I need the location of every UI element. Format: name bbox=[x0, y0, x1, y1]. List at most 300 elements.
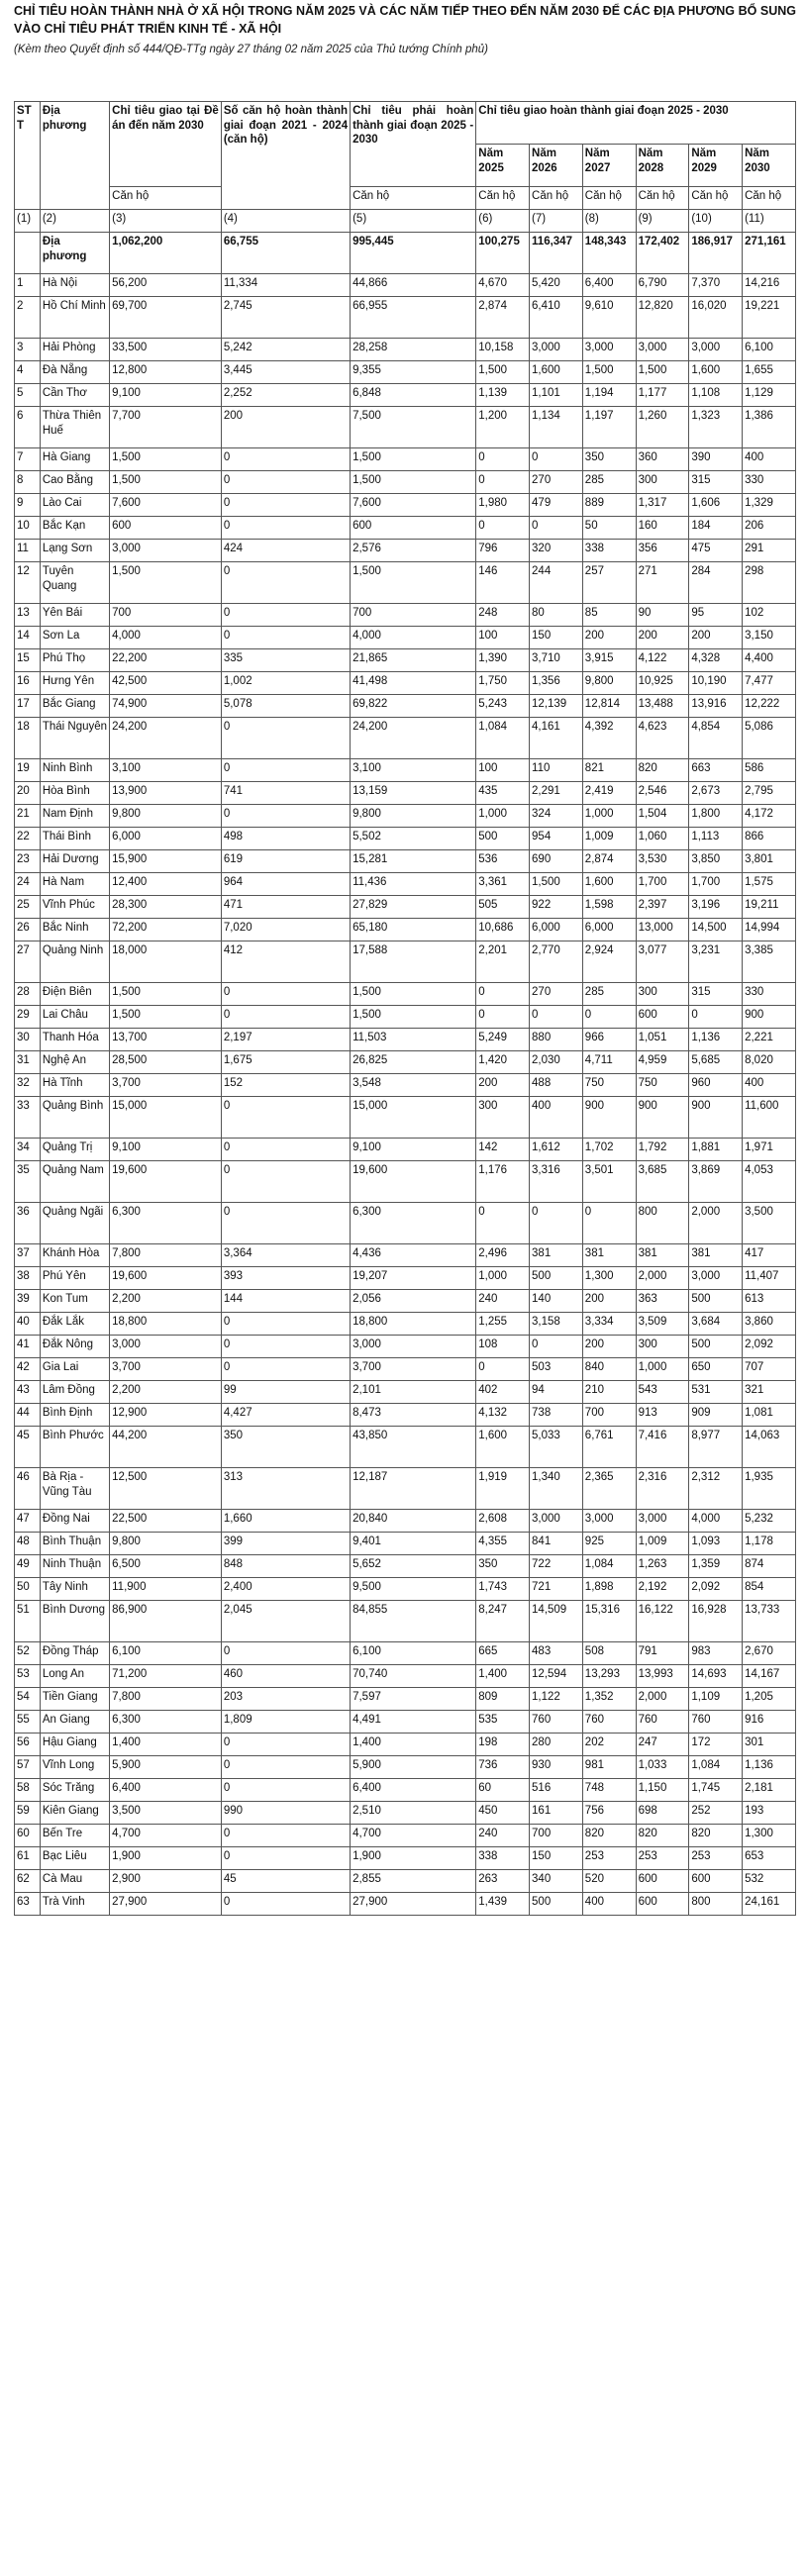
table-cell: 1,500 bbox=[636, 361, 689, 384]
table-cell: 12,400 bbox=[110, 873, 222, 896]
table-cell: 25 bbox=[15, 896, 41, 919]
table-cell: Đắk Lắk bbox=[40, 1313, 109, 1336]
table-cell: Bình Phước bbox=[40, 1427, 109, 1468]
table-cell: 27 bbox=[15, 941, 41, 983]
table-cell: 40 bbox=[15, 1313, 41, 1336]
table-cell: 56 bbox=[15, 1734, 41, 1756]
table-cell: 2,092 bbox=[689, 1578, 743, 1601]
table-cell: 200 bbox=[476, 1074, 530, 1097]
table-cell: 13 bbox=[15, 604, 41, 627]
table-cell: 760 bbox=[530, 1711, 583, 1734]
table-row bbox=[15, 517, 796, 540]
table-cell: 1,002 bbox=[221, 672, 350, 695]
table-unit-row bbox=[15, 187, 796, 210]
table-cell: 350 bbox=[476, 1555, 530, 1578]
table-cell: Vĩnh Phúc bbox=[40, 896, 109, 919]
table-cell: 44,866 bbox=[351, 274, 476, 297]
table-cell: 8 bbox=[15, 471, 41, 494]
table-cell: 16,020 bbox=[689, 297, 743, 339]
table-cell: 60 bbox=[15, 1825, 41, 1847]
table-cell: Thái Nguyên bbox=[40, 718, 109, 759]
table-cell: 690 bbox=[530, 850, 583, 873]
table-cell: 363 bbox=[636, 1290, 689, 1313]
table-cell: 1,600 bbox=[689, 361, 743, 384]
table-cell: 60 bbox=[476, 1779, 530, 1802]
table-cell: (10) bbox=[689, 210, 743, 233]
table-cell: 13,916 bbox=[689, 695, 743, 718]
unit-cell: Căn hộ bbox=[351, 187, 476, 210]
table-cell: 12,820 bbox=[636, 297, 689, 339]
table-row bbox=[15, 1074, 796, 1097]
table-cell: 1,260 bbox=[636, 407, 689, 448]
table-cell: 7,477 bbox=[743, 672, 796, 695]
table-cell: 48 bbox=[15, 1533, 41, 1555]
table-cell: 2,673 bbox=[689, 782, 743, 805]
table-cell: 15 bbox=[15, 649, 41, 672]
table-cell: 2,496 bbox=[476, 1244, 530, 1267]
table-cell: Lào Cai bbox=[40, 494, 109, 517]
table-row bbox=[15, 1381, 796, 1404]
table-cell: 338 bbox=[476, 1847, 530, 1870]
table-cell: 500 bbox=[689, 1336, 743, 1358]
table-cell: 3,077 bbox=[636, 941, 689, 983]
table-cell: 4,959 bbox=[636, 1051, 689, 1074]
table-cell: 2,181 bbox=[743, 1779, 796, 1802]
table-cell: 3,509 bbox=[636, 1313, 689, 1336]
table-cell: Đắk Nông bbox=[40, 1336, 109, 1358]
table-cell: 6,761 bbox=[582, 1427, 636, 1468]
table-cell: 1,139 bbox=[476, 384, 530, 407]
table-cell: 285 bbox=[582, 471, 636, 494]
table-row bbox=[15, 850, 796, 873]
table-cell: Tiền Giang bbox=[40, 1688, 109, 1711]
table-cell: Quảng Bình bbox=[40, 1097, 109, 1139]
table-cell: 19,207 bbox=[351, 1267, 476, 1290]
table-cell: 1,439 bbox=[476, 1893, 530, 1916]
table-cell: 15,316 bbox=[582, 1601, 636, 1642]
table-cell: 12,800 bbox=[110, 361, 222, 384]
table-cell: 198 bbox=[476, 1734, 530, 1756]
table-cell: 301 bbox=[743, 1734, 796, 1756]
table-cell: 0 bbox=[221, 1139, 350, 1161]
table-cell: 3,500 bbox=[743, 1203, 796, 1244]
header-stt: STT bbox=[15, 102, 41, 210]
table-cell: 3,000 bbox=[636, 339, 689, 361]
table-cell: 3,500 bbox=[110, 1802, 222, 1825]
table-cell: 12,814 bbox=[582, 695, 636, 718]
total-row bbox=[15, 233, 796, 274]
table-cell: 1,400 bbox=[351, 1734, 476, 1756]
table-cell: Bình Thuận bbox=[40, 1533, 109, 1555]
table-cell: 100 bbox=[476, 627, 530, 649]
table-cell: 3,334 bbox=[582, 1313, 636, 1336]
table-cell: 600 bbox=[636, 1893, 689, 1916]
table-cell: 1,898 bbox=[582, 1578, 636, 1601]
table-cell: 150 bbox=[530, 627, 583, 649]
table-cell: 4,427 bbox=[221, 1404, 350, 1427]
table-cell: 253 bbox=[636, 1847, 689, 1870]
table-cell: 41 bbox=[15, 1336, 41, 1358]
header-target-needed: Chỉ tiêu phải hoàn thành giai đoạn 2025 - 2030 bbox=[351, 102, 476, 187]
table-cell: 2,221 bbox=[743, 1029, 796, 1051]
table-cell: 2,000 bbox=[689, 1203, 743, 1244]
table-cell: 152 bbox=[221, 1074, 350, 1097]
header-year: Năm 2028 bbox=[636, 145, 689, 187]
table-cell: 1,051 bbox=[636, 1029, 689, 1051]
table-cell: 600 bbox=[351, 517, 476, 540]
table-cell: 698 bbox=[636, 1802, 689, 1825]
table-row bbox=[15, 1006, 796, 1029]
table-cell: 0 bbox=[221, 1642, 350, 1665]
table-cell: 3,000 bbox=[636, 1510, 689, 1533]
table-cell: 424 bbox=[221, 540, 350, 562]
table-cell: 0 bbox=[221, 1161, 350, 1203]
table-cell: 34 bbox=[15, 1139, 41, 1161]
table-cell: 43,850 bbox=[351, 1427, 476, 1468]
table-cell: 500 bbox=[530, 1893, 583, 1916]
table-cell: Thái Bình bbox=[40, 828, 109, 850]
table-cell: 8,020 bbox=[743, 1051, 796, 1074]
table-cell: Hà Nội bbox=[40, 274, 109, 297]
table-cell: 5,420 bbox=[530, 274, 583, 297]
table-cell: 4,161 bbox=[530, 718, 583, 759]
table-cell: 0 bbox=[221, 1203, 350, 1244]
table-cell: 146 bbox=[476, 562, 530, 604]
table-cell: 244 bbox=[530, 562, 583, 604]
table-cell: 3,530 bbox=[636, 850, 689, 873]
table-cell: 9 bbox=[15, 494, 41, 517]
table-cell: 6 bbox=[15, 407, 41, 448]
table-cell: 6,500 bbox=[110, 1555, 222, 1578]
unit-cell: Căn hộ bbox=[582, 187, 636, 210]
table-row bbox=[15, 1139, 796, 1161]
table-cell: 0 bbox=[530, 517, 583, 540]
table-cell: 6,400 bbox=[582, 274, 636, 297]
table-cell: 14,509 bbox=[530, 1601, 583, 1642]
table-cell: 1,113 bbox=[689, 828, 743, 850]
table-cell: 1,500 bbox=[351, 448, 476, 471]
table-cell: 69,822 bbox=[351, 695, 476, 718]
table-cell: 36 bbox=[15, 1203, 41, 1244]
table-cell: 2,045 bbox=[221, 1601, 350, 1642]
table-cell: 909 bbox=[689, 1404, 743, 1427]
table-cell: 66,755 bbox=[221, 233, 350, 274]
table-cell: 821 bbox=[582, 759, 636, 782]
table-cell: 880 bbox=[530, 1029, 583, 1051]
table-cell: 14 bbox=[15, 627, 41, 649]
table-cell: (11) bbox=[743, 210, 796, 233]
table-cell: 536 bbox=[476, 850, 530, 873]
table-cell: 27,829 bbox=[351, 896, 476, 919]
table-cell: 1,900 bbox=[351, 1847, 476, 1870]
table-cell: 663 bbox=[689, 759, 743, 782]
table-cell: 200 bbox=[582, 627, 636, 649]
table-row bbox=[15, 828, 796, 850]
table-cell: Thừa Thiên Huế bbox=[40, 407, 109, 448]
table-cell: Tây Ninh bbox=[40, 1578, 109, 1601]
table-cell: Bình Dương bbox=[40, 1601, 109, 1642]
table-cell: 200 bbox=[582, 1336, 636, 1358]
table-cell: 2,092 bbox=[743, 1336, 796, 1358]
table-cell: 417 bbox=[743, 1244, 796, 1267]
table-cell: 4,670 bbox=[476, 274, 530, 297]
table-cell: 5 bbox=[15, 384, 41, 407]
table-cell: Điện Biên bbox=[40, 983, 109, 1006]
table-cell: 2,316 bbox=[636, 1468, 689, 1510]
header-assigned-group: Chỉ tiêu giao hoàn thành giai đoạn 2025 - 2030 bbox=[476, 102, 796, 145]
table-cell: 1,900 bbox=[110, 1847, 222, 1870]
table-cell: 10,190 bbox=[689, 672, 743, 695]
table-cell: 43 bbox=[15, 1381, 41, 1404]
table-cell: 1,009 bbox=[582, 828, 636, 850]
table-cell: 400 bbox=[743, 448, 796, 471]
table-cell: 85 bbox=[582, 604, 636, 627]
table-cell: Bạc Liêu bbox=[40, 1847, 109, 1870]
table-cell: 3,316 bbox=[530, 1161, 583, 1203]
table-cell: 335 bbox=[221, 649, 350, 672]
table-cell: 1,122 bbox=[530, 1688, 583, 1711]
table-cell: 253 bbox=[582, 1847, 636, 1870]
table-cell: 700 bbox=[530, 1825, 583, 1847]
table-cell: 1,263 bbox=[636, 1555, 689, 1578]
table-cell: 350 bbox=[582, 448, 636, 471]
unit-cell: Căn hộ bbox=[636, 187, 689, 210]
table-cell: 796 bbox=[476, 540, 530, 562]
table-cell: 338 bbox=[582, 540, 636, 562]
table-cell: 0 bbox=[221, 1097, 350, 1139]
table-cell: 13,993 bbox=[636, 1665, 689, 1688]
table-cell: 161 bbox=[530, 1802, 583, 1825]
table-cell: 33 bbox=[15, 1097, 41, 1139]
table-cell: 9,100 bbox=[351, 1139, 476, 1161]
table-cell: 2,855 bbox=[351, 1870, 476, 1893]
table-cell: 3,685 bbox=[636, 1161, 689, 1203]
table-cell: Gia Lai bbox=[40, 1358, 109, 1381]
table-cell: 1,500 bbox=[351, 983, 476, 1006]
table-cell: 0 bbox=[689, 1006, 743, 1029]
table-cell: 13,900 bbox=[110, 782, 222, 805]
table-cell: 2,312 bbox=[689, 1468, 743, 1510]
table-cell: 400 bbox=[582, 1893, 636, 1916]
table-cell: 20 bbox=[15, 782, 41, 805]
table-cell: 22 bbox=[15, 828, 41, 850]
table-cell: 14,994 bbox=[743, 919, 796, 941]
table-row bbox=[15, 1358, 796, 1381]
table-cell: 400 bbox=[530, 1097, 583, 1139]
table-cell: 71,200 bbox=[110, 1665, 222, 1688]
table-cell: 1 bbox=[15, 274, 41, 297]
table-cell: Quảng Nam bbox=[40, 1161, 109, 1203]
table-cell: 6,300 bbox=[110, 1203, 222, 1244]
table-cell: 1,129 bbox=[743, 384, 796, 407]
table-cell: 26 bbox=[15, 919, 41, 941]
header-completed: Số căn hộ hoàn thành giai đoạn 2021 - 2024 (căn hộ) bbox=[221, 102, 350, 210]
table-cell: 12,500 bbox=[110, 1468, 222, 1510]
table-cell: 0 bbox=[221, 471, 350, 494]
table-row bbox=[15, 718, 796, 759]
table-cell: 19,211 bbox=[743, 896, 796, 919]
table-cell: 50 bbox=[15, 1578, 41, 1601]
table-cell: 1,500 bbox=[351, 471, 476, 494]
table-cell: 7 bbox=[15, 448, 41, 471]
table-cell: Lạng Sơn bbox=[40, 540, 109, 562]
table-row bbox=[15, 1734, 796, 1756]
table-row bbox=[15, 672, 796, 695]
table-cell: 47 bbox=[15, 1510, 41, 1533]
table-cell: 69,700 bbox=[110, 297, 222, 339]
table-cell: 5,502 bbox=[351, 828, 476, 850]
table-cell: 503 bbox=[530, 1358, 583, 1381]
table-cell: 0 bbox=[221, 1893, 350, 1916]
table-cell: Đồng Tháp bbox=[40, 1642, 109, 1665]
table-cell: 10,925 bbox=[636, 672, 689, 695]
table-cell: Ninh Thuận bbox=[40, 1555, 109, 1578]
table-cell: 1,504 bbox=[636, 805, 689, 828]
table-cell: 1,500 bbox=[110, 448, 222, 471]
table-cell: 7,600 bbox=[110, 494, 222, 517]
table-row bbox=[15, 1870, 796, 1893]
table-cell: 1,101 bbox=[530, 384, 583, 407]
table-cell: 2,200 bbox=[110, 1290, 222, 1313]
table-cell: 5,033 bbox=[530, 1427, 583, 1468]
table-cell: 653 bbox=[743, 1847, 796, 1870]
table-cell: 8,473 bbox=[351, 1404, 476, 1427]
table-cell: 2,576 bbox=[351, 540, 476, 562]
table-cell: 10 bbox=[15, 517, 41, 540]
table-cell: 14,216 bbox=[743, 274, 796, 297]
table-cell: 20,840 bbox=[351, 1510, 476, 1533]
table-cell: 5,900 bbox=[110, 1756, 222, 1779]
table-cell: 340 bbox=[530, 1870, 583, 1893]
table-cell: Trà Vinh bbox=[40, 1893, 109, 1916]
table-cell: 3,000 bbox=[110, 1336, 222, 1358]
table-cell: 508 bbox=[582, 1642, 636, 1665]
table-cell: 3,150 bbox=[743, 627, 796, 649]
table-cell: 12,594 bbox=[530, 1665, 583, 1688]
table-cell: Cần Thơ bbox=[40, 384, 109, 407]
table-cell: 600 bbox=[636, 1870, 689, 1893]
table-cell: Hòa Bình bbox=[40, 782, 109, 805]
table-cell: 6,790 bbox=[636, 274, 689, 297]
unit-cell: Căn hộ bbox=[689, 187, 743, 210]
table-cell: 4,700 bbox=[110, 1825, 222, 1847]
table-cell: Nam Định bbox=[40, 805, 109, 828]
table-cell: 721 bbox=[530, 1578, 583, 1601]
table-cell: 23 bbox=[15, 850, 41, 873]
table-cell: 0 bbox=[221, 1847, 350, 1870]
table-cell: 0 bbox=[221, 494, 350, 517]
table-cell: 1,033 bbox=[636, 1756, 689, 1779]
table-cell: 964 bbox=[221, 873, 350, 896]
table-cell: Phú Thọ bbox=[40, 649, 109, 672]
table-cell: 471 bbox=[221, 896, 350, 919]
table-cell: 4,700 bbox=[351, 1825, 476, 1847]
table-cell: 6,000 bbox=[582, 919, 636, 941]
table-cell: 2,874 bbox=[582, 850, 636, 873]
table-cell: 144 bbox=[221, 1290, 350, 1313]
table-cell: 498 bbox=[221, 828, 350, 850]
table-cell: 1,500 bbox=[351, 562, 476, 604]
table-row bbox=[15, 1510, 796, 1533]
table-cell: 381 bbox=[689, 1244, 743, 1267]
table-cell: 488 bbox=[530, 1074, 583, 1097]
table-cell: 3,100 bbox=[351, 759, 476, 782]
table-cell: 531 bbox=[689, 1381, 743, 1404]
table-cell: 1,500 bbox=[110, 471, 222, 494]
table-cell: 3,158 bbox=[530, 1313, 583, 1336]
table-cell: 19,221 bbox=[743, 297, 796, 339]
table-cell: 809 bbox=[476, 1688, 530, 1711]
table-cell: 46 bbox=[15, 1468, 41, 1510]
table-cell: 613 bbox=[743, 1290, 796, 1313]
table-cell: 4,436 bbox=[351, 1244, 476, 1267]
table-cell: 44 bbox=[15, 1404, 41, 1427]
table-cell: 0 bbox=[530, 1203, 583, 1244]
table-cell: 84,855 bbox=[351, 1601, 476, 1642]
table-cell: 186,917 bbox=[689, 233, 743, 274]
table-cell: 400 bbox=[743, 1074, 796, 1097]
table-cell: 2,397 bbox=[636, 896, 689, 919]
table-row bbox=[15, 1756, 796, 1779]
table-cell: 2,030 bbox=[530, 1051, 583, 1074]
table-cell: 0 bbox=[221, 1336, 350, 1358]
table-cell: 18,000 bbox=[110, 941, 222, 983]
table-cell: 0 bbox=[221, 1756, 350, 1779]
table-cell: 0 bbox=[221, 604, 350, 627]
table-cell: 1,323 bbox=[689, 407, 743, 448]
table-cell: 18,800 bbox=[351, 1313, 476, 1336]
table-cell: 800 bbox=[689, 1893, 743, 1916]
table-cell: 0 bbox=[221, 1006, 350, 1029]
table-cell: 707 bbox=[743, 1358, 796, 1381]
table-row bbox=[15, 1578, 796, 1601]
table-cell: 5,243 bbox=[476, 695, 530, 718]
table-cell: Hải Phòng bbox=[40, 339, 109, 361]
table-cell: 50 bbox=[582, 517, 636, 540]
table-cell: Hải Dương bbox=[40, 850, 109, 873]
table-body bbox=[15, 210, 796, 1916]
table-cell: 0 bbox=[476, 517, 530, 540]
table-cell: 17 bbox=[15, 695, 41, 718]
table-cell: 6,000 bbox=[110, 828, 222, 850]
table-cell: 14,167 bbox=[743, 1665, 796, 1688]
table-row bbox=[15, 695, 796, 718]
table-row bbox=[15, 1779, 796, 1802]
table-cell: 300 bbox=[636, 471, 689, 494]
table-cell: Bà Rịa - Vũng Tàu bbox=[40, 1468, 109, 1510]
table-cell: 1,500 bbox=[476, 361, 530, 384]
table-cell: 1,400 bbox=[110, 1734, 222, 1756]
table-cell: 1,136 bbox=[689, 1029, 743, 1051]
table-cell: 791 bbox=[636, 1642, 689, 1665]
table-cell: 248 bbox=[476, 604, 530, 627]
table-cell: 1,743 bbox=[476, 1578, 530, 1601]
table-cell: 4,122 bbox=[636, 649, 689, 672]
table-row bbox=[15, 1051, 796, 1074]
table-cell: Vĩnh Long bbox=[40, 1756, 109, 1779]
table-cell: Tuyên Quang bbox=[40, 562, 109, 604]
table-cell: 475 bbox=[689, 540, 743, 562]
table-cell: 6,400 bbox=[110, 1779, 222, 1802]
table-cell: 2,200 bbox=[110, 1381, 222, 1404]
table-cell: 2,000 bbox=[636, 1267, 689, 1290]
table-cell: 435 bbox=[476, 782, 530, 805]
table-cell: 9,610 bbox=[582, 297, 636, 339]
table-row bbox=[15, 1336, 796, 1358]
table-cell: 700 bbox=[110, 604, 222, 627]
table-cell: 31 bbox=[15, 1051, 41, 1074]
table-cell: 13,293 bbox=[582, 1665, 636, 1688]
